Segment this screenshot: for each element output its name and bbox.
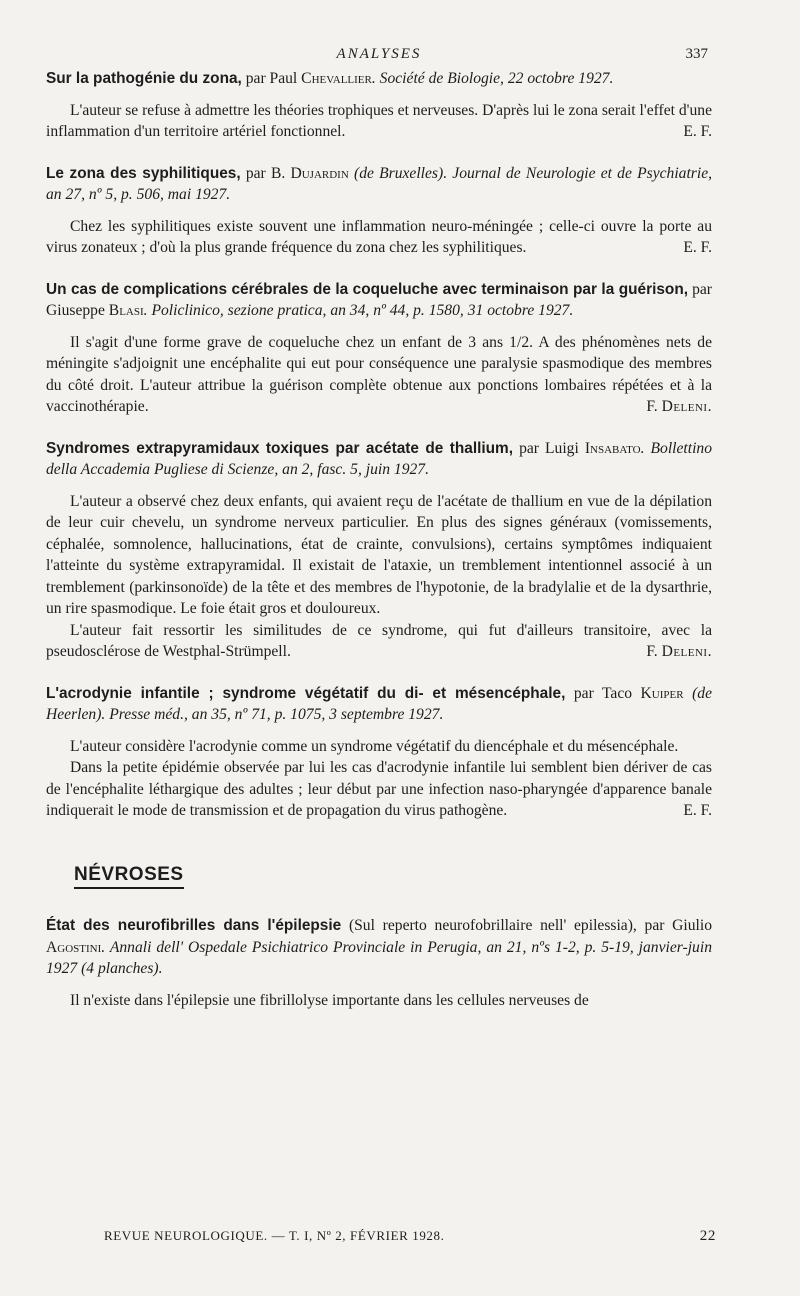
abstract-entry [46, 163, 712, 259]
journal-footer: REVUE NEUROLOGIQUE. — T. I, Nº 2, FÉVRIER 1928. [104, 1228, 445, 1243]
entry-paragraph: L'auteur fait ressortir les similitudes de ce syndrome, qui fut d'ailleurs transitoire, avec la pseudosclérose de Westphal-Strümpell. [46, 621, 712, 660]
entry-heading [46, 683, 712, 726]
entry-signature [639, 800, 712, 822]
page-number: 337 [685, 46, 708, 62]
entry-signature [639, 237, 712, 259]
entry-paragraph: Chez les syphilitiques existe souvent une inflammation neuro-méningée ; celle-ci ouvre la porte au virus zonateux ; d'où la plus grande fréquence du zona chez les syphilitiques. [46, 217, 712, 256]
signature-name: Deleni. [661, 398, 712, 415]
entry-author-prefix: (Sul reperto neurofobrillaire nell' epilessia), par Giulio [341, 917, 713, 934]
entry-author-prefix: par Giuseppe [46, 280, 712, 319]
entry-body [46, 100, 712, 143]
signature-number: 22 [699, 1228, 716, 1244]
entry-author: Chevallier [301, 70, 372, 87]
entry-heading [46, 68, 712, 90]
signature-name: Deleni. [661, 643, 712, 660]
page-footer [104, 1228, 716, 1244]
abstract-entry [46, 683, 712, 822]
entry-heading [46, 279, 712, 322]
entry-citation: . Annali dell' Ospedale Psichiatrico Provinciale in Perugia, an 21, nºs 1-2, p. 5-19, janvier-juin 1927 (4 planches). [46, 938, 712, 977]
signature-initials: E. F. [683, 123, 712, 140]
signature-initials: F. [646, 398, 662, 415]
entry-heading [46, 163, 712, 206]
entry-title: Un cas de complications cérébrales de la coqueluche avec terminaison par la guérison, [46, 280, 688, 298]
entry-author: Insabato [584, 439, 641, 457]
entry-title: État des neurofibrilles dans l'épilepsie [46, 917, 342, 934]
entry-body [46, 216, 712, 259]
entry-title: L'acrodynie infantile ; syndrome végétatif du di- et mésencéphale, [46, 684, 566, 702]
entry-heading [46, 915, 712, 980]
entry-paragraph: L'auteur a observé chez deux enfants, qui avaient reçu de l'acétate de thallium en vue de la dépilation de leur cuir chevelu, un syndrome nerveux particulier. En plus des signes généraux (vomissements, céphalée, somnolence, hallucinations, état de crainte, convulsions), certains symptômes indiquaient l'atteinte du système extrapyramidal. Il existait de l'ataxie, un tremblement intentionnel associé à un tremblement (parkinsonoïde) de la tête et des membres de l'hypotonie, de la bradylalie et de la dysarthrie, un rire spasmodique. Le foie était gros et douloureux. [46, 492, 712, 617]
entry-citation: . Policlinico, sezione pratica, an 34, nº 44, p. 1580, 31 octobre 1927. [143, 302, 574, 319]
entry-author: Agostini [46, 938, 102, 956]
entry-body [46, 332, 712, 418]
entry-author: Dujardin [290, 164, 349, 182]
abstract-entry [46, 915, 712, 1011]
entry-body [46, 620, 712, 663]
abstract-entry [46, 68, 712, 143]
page [46, 40, 712, 1031]
signature-initials: E. F. [683, 802, 712, 819]
entry-citation: . Société de Biologie, 22 octobre 1927. [371, 70, 614, 87]
running-title: ANALYSES [336, 46, 422, 62]
entry-author-prefix: par Taco [565, 684, 641, 702]
entry-citation: . Bollettino della Accademia Pugliese di Scienze, an 2, fasc. 5, juin 1927. [46, 439, 713, 478]
entry-author: Blasi [108, 302, 144, 319]
entry-title: Syndromes extrapyramidaux toxiques par acétate de thallium, [46, 439, 514, 457]
entry-paragraph: Dans la petite épidémie observée par lui les cas d'acrodynie infantile lui semblent bien dériver de cas de l'encéphalite léthargique des adultes ; leur début par une infection naso-pharyngée d'apparence banale indiquerait le mode de transmission et de propagation du virus pathogène. [46, 759, 712, 819]
entry-paragraph: L'auteur considère l'acrodynie comme un syndrome végétatif du diencéphale et du mésencéphale. [70, 737, 679, 755]
entry-signature [639, 121, 712, 143]
entry-signature [602, 641, 712, 663]
abstract-entry [46, 279, 712, 418]
signature-initials: E. F. [683, 239, 712, 256]
section-title: NÉVROSES [74, 864, 184, 890]
entry-signature [602, 396, 712, 418]
entry-body [46, 757, 712, 822]
entry-heading [46, 438, 712, 481]
entry-paragraph: L'auteur se refuse à admettre les théories trophiques et nerveuses. D'après lui le zona serait l'effet d'une inflammation d'un territoire artériel fonctionnel. [46, 101, 712, 140]
entry-author-prefix: par Luigi [513, 439, 585, 457]
entry-title: Sur la pathogénie du zona, [46, 70, 242, 87]
entry-author-prefix: par B. [240, 164, 291, 182]
running-head [46, 40, 712, 68]
entry-author-prefix: par Paul [241, 70, 302, 87]
entry-title: Le zona des syphilitiques, [46, 164, 241, 182]
entry-author: Kuiper [640, 684, 684, 702]
entry-paragraph: Il n'existe dans l'épilepsie une fibrillolyse importante dans les cellules nerveuses de [70, 991, 589, 1009]
entry-paragraph: Il s'agit d'une forme grave de coqueluche chez un enfant de 3 ans 1/2. A des phénomènes nets de méningite s'adjoignit une encéphalite qui eut pour conséquence une paralysie spasmodique des membres du côté droit. L'auteur attribue la guérison complète obtenue aux ponctions lombaires répétées et à la vaccinothérapie. [46, 333, 712, 415]
entry-citation: (de Bruxelles). Journal de Neurologie et de Psychiatrie, an 27, nº 5, p. 506, mai 1927. [46, 164, 713, 203]
entry-citation: (de Heerlen). Presse méd., an 35, nº 71, p. 1075, 3 septembre 1927. [46, 684, 712, 723]
signature-initials: F. [646, 643, 662, 660]
abstract-entry [46, 438, 712, 663]
